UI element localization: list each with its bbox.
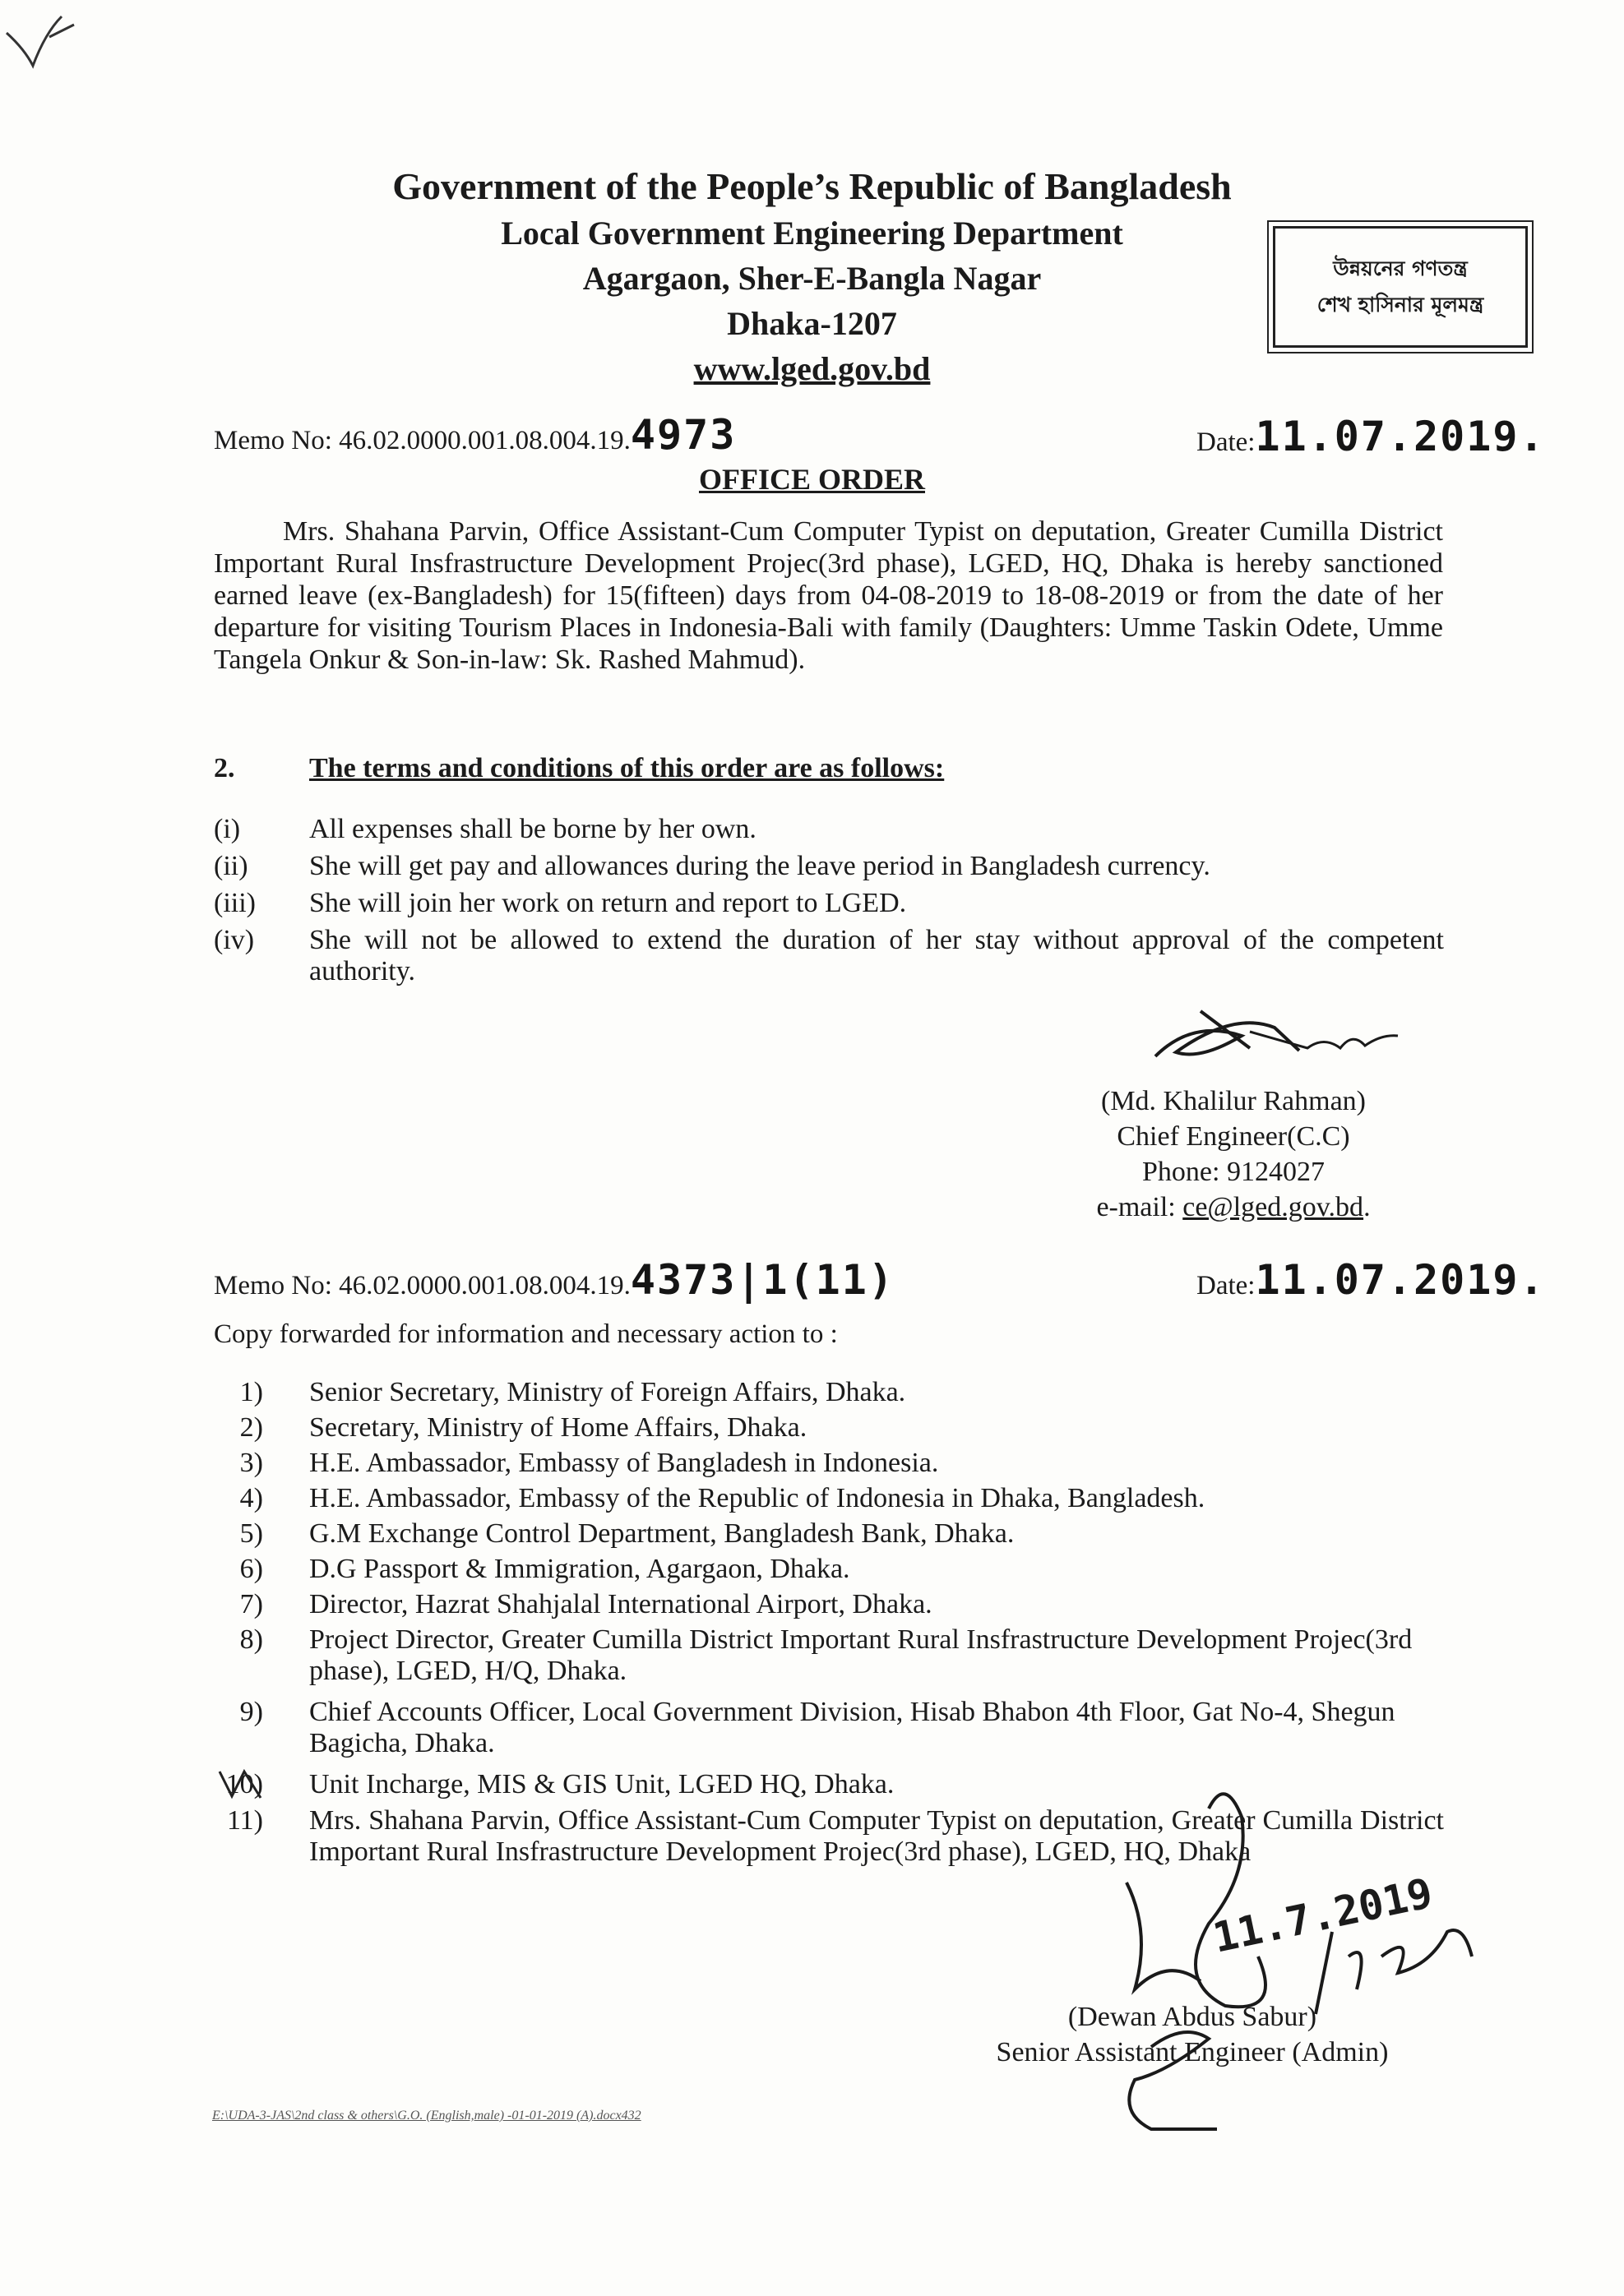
term-text: She will not be allowed to extend the duration of her stay without approval of the competent authority. — [309, 925, 1444, 986]
memo-handwritten-number: 4973 — [630, 411, 737, 459]
motto-line-1: উন্নয়নের গণতন্ত্র — [1333, 256, 1468, 280]
term-number: (iii) — [214, 888, 256, 918]
copy-item-text: Director, Hazrat Shahjalal International Airport, Dhaka. — [309, 1589, 932, 1619]
header-address: Agargaon, Sher-E-Bangla Nagar — [582, 260, 1042, 297]
copy-item-text: Unit Incharge, MIS & GIS Unit, LGED HQ, Dhaka. — [309, 1769, 895, 1799]
motto-box — [1273, 226, 1528, 348]
copy-item-number: 6) — [239, 1554, 263, 1584]
copy-item-text: Mrs. Shahana Parvin, Office Assistant-Cum Computer Typist on deputation, Greater Cumilla District Important Rural Insfrastructure Development Projec(3rd phase), LGED, HQ, Dhaka — [309, 1805, 1444, 1867]
header-government: Government of the People’s Republic of Bangladesh — [392, 165, 1232, 207]
term-number: (i) — [214, 814, 241, 844]
handwritten-date: 11.07.2019. — [1255, 413, 1546, 460]
copy-item-number: 9) — [239, 1697, 263, 1727]
terms-section-number: 2. — [214, 753, 235, 783]
copy-item-text: Senior Secretary, Ministry of Foreign Affairs, Dhaka. — [309, 1377, 906, 1407]
copy-item-number: 3) — [239, 1448, 263, 1478]
copy-item-text: Secretary, Ministry of Home Affairs, Dhaka. — [309, 1412, 807, 1443]
signatory-name: (Md. Khalilur Rahman) — [1101, 1086, 1366, 1116]
email-label: e-mail: — [1096, 1192, 1183, 1222]
copy-item-number: 8) — [239, 1624, 263, 1655]
memo-label: Memo No: 46.02.0000.001.08.004.19. — [214, 1271, 631, 1300]
terms-heading: The terms and conditions of this order are as follows: — [309, 753, 945, 783]
signature-chief-engineer — [1143, 986, 1439, 1077]
email-end: . — [1363, 1192, 1371, 1222]
order-body-paragraph: Mrs. Shahana Parvin, Office Assistant-Cum Computer Typist on deputation, Greater Cumilla District Important Rural Insfrastructure Development Projec(3rd phase), LGED, HQ, Dhaka is hereby sanctioned earned leave (ex-Bangladesh) for 15(fifteen) days from 04-08-2019 to 18-08-2019 or from the date of her departure for visiting Tourism Places in Indonesia-Bali with family (Daughters: Umme Taskin Odete, Umme Tangela Onkur & Son-in-law: Sk. Rashed Mahmud). — [214, 516, 1443, 675]
footer-file-path: E:\UDA-3-JAS\2nd class & others\G.O. (English,male) -01-01-2019 (A).docx432 — [212, 2109, 641, 2123]
office-order-title: OFFICE ORDER — [698, 463, 925, 496]
check-mark-icon — [0, 0, 99, 99]
term-number: (iv) — [214, 925, 255, 955]
signatory-title: Senior Assistant Engineer (Admin) — [996, 2037, 1389, 2067]
signature-senior-assistant-engineer — [1085, 1767, 1513, 2154]
senior-engineer-block — [946, 1999, 1439, 2070]
copy-item-number: 7) — [239, 1589, 263, 1619]
memo-date-2 — [1196, 1256, 1546, 1304]
date-label: Date: — [1196, 1271, 1256, 1300]
copy-item-number: 10) — [225, 1769, 263, 1799]
copy-item-text: H.E. Ambassador, Embassy of Bangladesh in Indonesia. — [309, 1448, 939, 1478]
copy-item-text: Project Director, Greater Cumilla District Important Rural Insfrastructure Development Projec(3rd phase), LGED, H/Q, Dhaka. — [309, 1624, 1413, 1686]
copy-item-number: 11) — [226, 1805, 263, 1836]
copy-item-number: 2) — [239, 1412, 263, 1443]
copy-item-number: 4) — [239, 1483, 263, 1513]
header-department: Local Government Engineering Department — [501, 215, 1123, 252]
term-text: All expenses shall be borne by her own. — [309, 814, 756, 844]
copy-forward-intro: Copy forwarded for information and necessary action to : — [214, 1319, 838, 1349]
copy-item-text: H.E. Ambassador, Embassy of the Republic of Indonesia in Dhaka, Bangladesh. — [309, 1483, 1205, 1513]
signatory-title: Chief Engineer(C.C) — [1117, 1121, 1350, 1152]
motto-line-2: শেখ হাসিনার মূলমন্ত্র — [1316, 293, 1484, 316]
copy-item-text: Chief Accounts Officer, Local Government Division, Hisab Bhabon 4th Floor, Gat No-4, Shegun Bagicha, Dhaka. — [309, 1697, 1395, 1758]
memo-handwritten-number: 4373|1(11) — [630, 1256, 895, 1304]
header-website[interactable]: www.lged.gov.bd — [693, 350, 931, 387]
copy-item-text: G.M Exchange Control Department, Bangladesh Bank, Dhaka. — [309, 1518, 1015, 1549]
signatory-name: (Dewan Abdus Sabur) — [1067, 2002, 1317, 2032]
term-number: (ii) — [214, 851, 248, 881]
memo-number-1 — [214, 411, 736, 459]
date-label: Date: — [1196, 427, 1256, 457]
memo-label: Memo No: 46.02.0000.001.08.004.19. — [214, 426, 631, 455]
copy-item-number: 1) — [239, 1377, 263, 1407]
header-city: Dhaka-1207 — [727, 305, 897, 342]
copy-item-text: D.G Passport & Immigration, Agargaon, Dhaka. — [309, 1554, 850, 1584]
term-text: She will join her work on return and report to LGED. — [309, 888, 907, 918]
strike-mark-icon — [215, 1763, 273, 1804]
term-text: She will get pay and allowances during the leave period in Bangladesh currency. — [309, 851, 1210, 881]
signatory-email-line — [1061, 1190, 1406, 1225]
handwritten-receipt-date: 11.7.2019 — [1209, 1869, 1437, 1962]
email-link[interactable]: ce@lged.gov.bd — [1182, 1192, 1364, 1222]
memo-date-1 — [1196, 413, 1546, 460]
signatory-phone: Phone: 9124027 — [1142, 1157, 1325, 1187]
copy-item-number: 5) — [239, 1518, 263, 1549]
chief-engineer-block — [1061, 1083, 1406, 1225]
memo-number-2 — [214, 1256, 895, 1304]
handwritten-date: 11.07.2019. — [1255, 1256, 1546, 1304]
